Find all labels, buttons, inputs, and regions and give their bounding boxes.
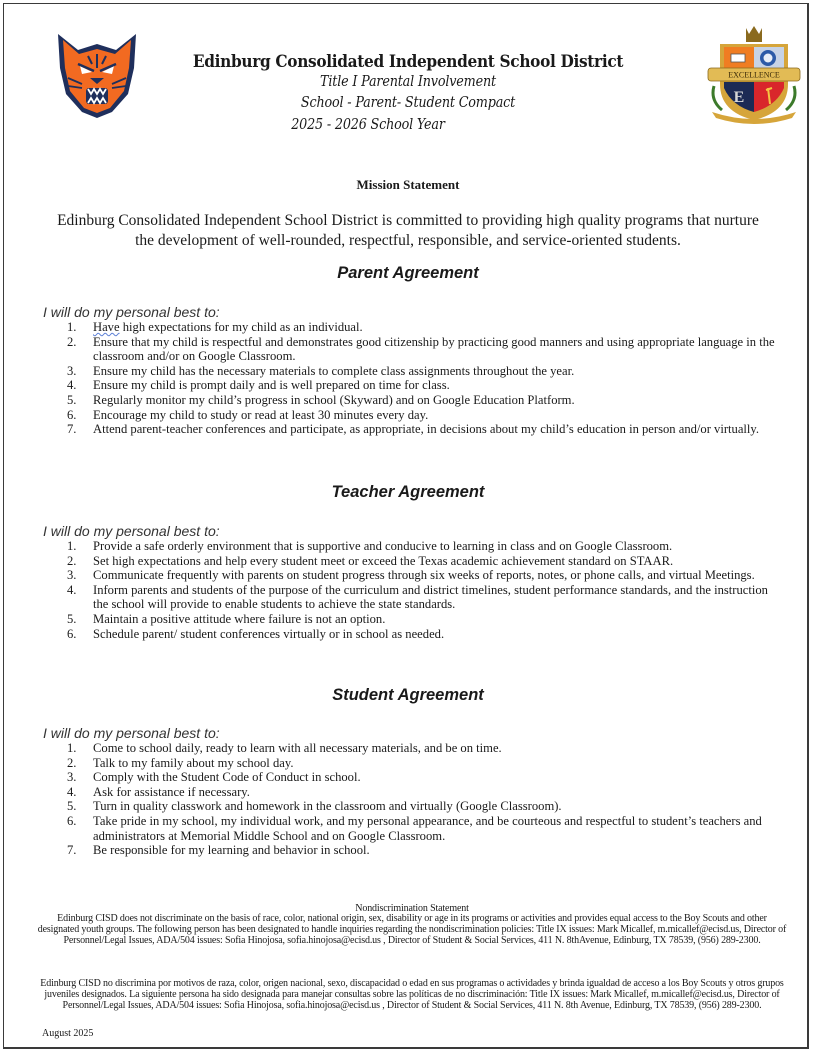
list-item [61,843,781,858]
crest-banner-text: EXCELLENCE [728,70,780,80]
list-item [61,785,781,800]
item-text: Set high expectations and help every student meet or exceed the Texas academic achievement standard on STAAR. [93,553,674,568]
item-text: Encourage my child to study or read at least 30 minutes every day. [93,407,429,422]
item-number: 5. [67,392,77,407]
item-number: 7. [67,843,77,858]
list-item [61,799,781,814]
subtitle-compact: School - Parent- Student Compact [300,95,516,111]
list-item [61,583,781,612]
spellcheck-word[interactable]: Have [93,320,120,334]
item-number: 1. [67,741,77,755]
item-text: Communicate frequently with parents on student progress through six weeks of reports, notes, or phone calls, and virtual Meetings. [93,568,755,583]
item-number: 5. [67,799,77,814]
list-item [61,408,781,423]
list-item [61,568,781,583]
item-text: Comply with the Student Code of Conduct in school. [93,770,361,785]
item-number: 2. [67,334,77,349]
list-item [61,422,781,437]
item-text: high expectations for my child as an individual. [119,320,363,334]
item-number: 6. [67,407,77,422]
subtitle-program: Title I Parental Involvement [320,74,496,90]
list-item [61,814,781,843]
teacher-agreement-heading: Teacher Agreement [331,483,485,501]
crest-letter: E [733,89,745,106]
list-item [61,320,781,335]
item-text: Talk to my family about my school day. [93,755,294,770]
parent-agreement-heading: Parent Agreement [337,264,479,282]
mission-text: Edinburg Consolidated Independent School District is committed to providing high quality programs that nurture the development of well-rounded, respectful, responsible, and service-oriented students. [57,212,759,249]
list-item [61,770,781,785]
item-text: Come to school daily, ready to learn with all necessary materials, and be on time. [93,741,502,755]
list-item [61,554,781,569]
item-text: Be responsible for my learning and behavior in school. [93,843,370,858]
student-agreement-heading: Student Agreement [332,686,484,704]
parent-intro: I will do my personal best to: [43,304,220,320]
nondiscrimination-heading: Nondiscrimination Statement [355,903,469,914]
item-number: 6. [67,813,77,828]
nondiscrimination-spanish: Edinburg CISD no discrimina por motivos de raza, color, origen nacional, sexo, discapacidad o edad en sus programas o actividades y brinda igualdad de acceso a los Boy Scouts y otros grupos juveniles designados. La siguiente persona ha sido designada para manejar consultas sobre las políticas de no discriminación: Title IX issues: Mark Micallef, m.micallef@ecisd.us, Director of Personnel/Legal Issues, ADA/504 issues: Sofia Hinojosa, sofia.hinojosa@ecisd.us , Director of Student & Social Services, 411 N. 8th Avenue, Edinburg, TX 78539, (956) 289-2300. [40,978,784,1011]
nondiscrimination-english: Edinburg CISD does not discriminate on the basis of race, color, national origin, sex, disability or age in its programs or activities and provides equal access to the Boy Scouts and other designated youth groups. The following person has been designated to handle inquiries regarding the nondiscrimination policies: Title IX issues: Mark Micallef, m.micallef@ecisd.us, Director of Personnel/Legal Issues, ADA/504 issues: Sofia Hinojosa, sofia.hinojosa@ecisd.us , Director of Student & Social Services, 411 N. 8thAvenue, Edinburg, TX 78539, (956) 289-2300. [37,913,787,946]
item-number: 6. [67,626,77,641]
list-item [61,378,781,393]
item-text: Maintain a positive attitude where failure is not an option. [93,611,386,626]
item-number: 5. [67,611,77,626]
item-text: Ensure that my child is respectful and demonstrates good citizenship by practicing good manners and using appropriate language in the classroom and/or on Google Classroom. [93,334,775,364]
list-item [61,364,781,379]
list-item [61,393,781,408]
parent-agreement-list [61,320,781,437]
item-number: 1. [67,539,77,553]
item-text: Ensure my child is prompt daily and is well prepared on time for class. [93,378,450,393]
item-number: 3. [67,770,77,785]
item-number: 2. [67,755,77,770]
item-text: Attend parent-teacher conferences and participate, as appropriate, in decisions about my child’s education in person and/or virtually. [93,422,760,437]
item-text: Schedule parent/ student conferences virtually or in school as needed. [93,626,445,641]
item-number: 1. [67,320,77,334]
item-text: Ask for assistance if necessary. [93,784,250,799]
teacher-agreement-list [61,539,781,641]
item-text: Take pride in my school, my individual work, and my personal appearance, and be courteous and respectful to student’s teachers and administrators at Memorial Middle School and on Google Classroom. [93,813,762,843]
item-number: 7. [67,422,77,437]
item-text: Ensure my child has the necessary materials to complete class assignments throughout the year. [93,363,575,378]
list-item [61,335,781,364]
list-item [61,612,781,627]
item-text: Regularly monitor my child’s progress in school (Skyward) and on Google Education Platform. [93,392,575,407]
item-text: Inform parents and students of the purpose of the curriculum and district timelines, student performance standards, and the instruction the school will provide to enable students to achieve the state standards. [93,582,768,612]
item-number: 3. [67,363,77,378]
item-number: 4. [67,784,77,799]
teacher-intro: I will do my personal best to: [43,523,220,539]
district-title: Edinburg Consolidated Independent School District [192,52,624,71]
item-number: 3. [67,568,77,583]
item-number: 4. [67,582,77,597]
list-item [61,741,781,756]
list-item [61,756,781,771]
mission-heading: Mission Statement [356,177,460,192]
item-text: Provide a safe orderly environment that is supportive and conducive to learning in class and on Google Classroom. [93,539,673,553]
list-item [61,627,781,642]
document-date: August 2025 [42,1028,94,1039]
list-item [61,539,781,554]
student-intro: I will do my personal best to: [43,725,220,741]
subtitle-school-year: 2025 - 2026 School Year [291,117,445,133]
item-number: 4. [67,378,77,393]
item-number: 2. [67,553,77,568]
student-agreement-list [61,741,781,858]
item-text: Turn in quality classwork and homework in the classroom and virtually (Google Classroom). [93,799,562,814]
